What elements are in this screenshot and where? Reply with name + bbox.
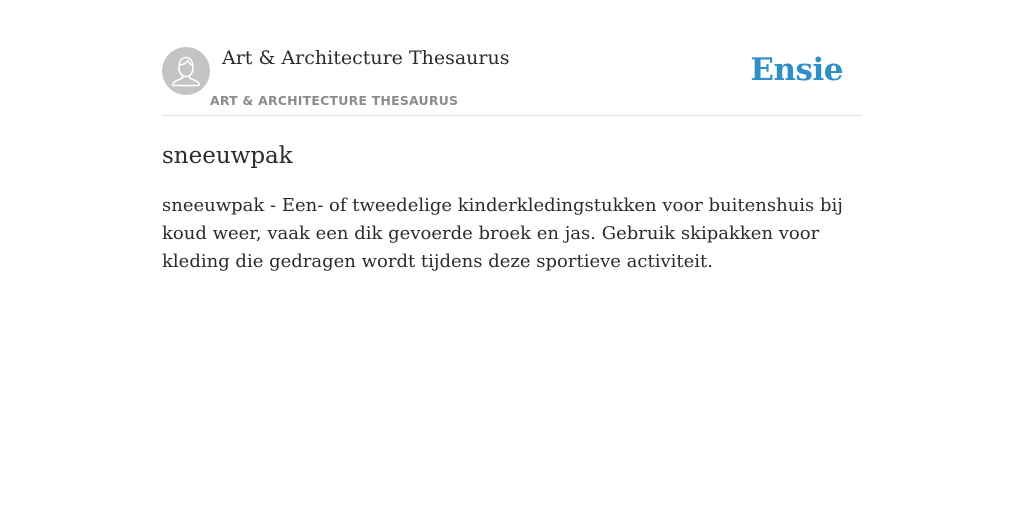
entry-title: sneeuwpak — [162, 143, 293, 169]
author-name[interactable]: Art & Architecture Thesaurus — [222, 47, 510, 69]
author-subtitle: ART & ARCHITECTURE THESAURUS — [210, 93, 459, 108]
entry-header — [162, 46, 862, 116]
avatar[interactable] — [162, 47, 210, 95]
entry-definition: sneeuwpak - Een- of tweedelige kinderkledingstukken voor buitenshuis bij koud weer, vaak een dik gevoerde broek en jas. Gebruik skipakken voor kleding die gedragen wordt tijdens deze sportieve activiteit. — [162, 195, 843, 272]
brand-logo[interactable]: Ensie — [750, 52, 843, 88]
entry-card — [162, 46, 862, 276]
user-icon — [162, 47, 210, 95]
